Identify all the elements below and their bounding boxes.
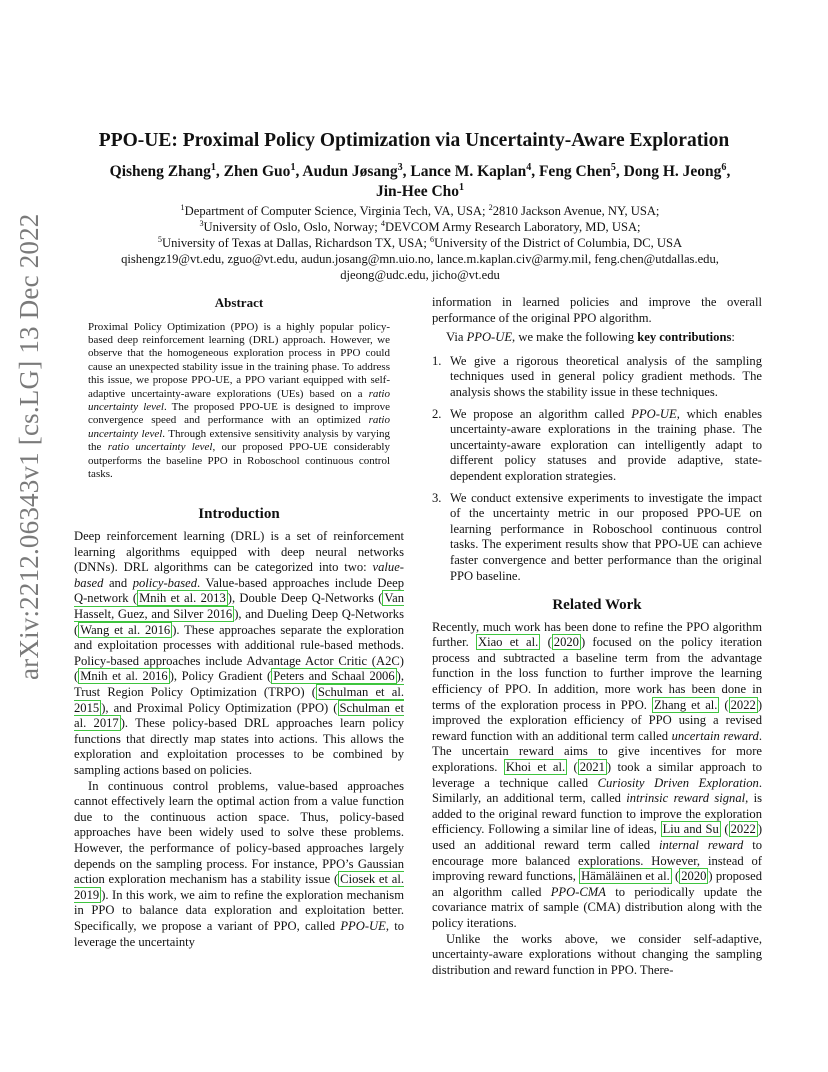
citation-link[interactable]: Ciosek et al. 2019	[74, 872, 405, 902]
citation-link[interactable]: 2021	[579, 760, 605, 775]
abstract-text: Proximal Policy Optimization (PPO) is a highly popular policy-based deep reinforcement learning (DRL) approach. However, we observe that the homogeneous exploration process in PPO could cause an unexpected stability issue in the training phase. To address this issue, we propose PPO-UE, a PPO variant equipped with self-adaptive uncertainty-aware explorations (UEs) based on a ratio uncertainty level. The proposed PPO-UE is designed to improve convergence speed and performance with an optimized ratio uncertainty level. Through extensive sensitivity analysis by varying the ratio uncertainty level, our proposed PPO-UE considerably outperforms the baseline PPO in Roboschool continuous control tasks.	[88, 320, 390, 481]
related-work-heading: Related Work	[552, 597, 642, 614]
email-line: qishengz19@vt.edu, zguo@vt.edu, audun.josang@mn.uio.no, lance.m.kaplan.civ@army.mil, feng.chen@utdallas.edu,	[121, 252, 719, 266]
citation-link[interactable]: Peters and Schaal 2006	[273, 669, 395, 684]
author: Zhen Guo	[223, 163, 291, 180]
author: Jin-Hee Cho	[375, 183, 460, 200]
citation-link[interactable]: Van Hasselt, Guez, and Silver 2016	[74, 591, 405, 622]
intro-paragraph-2: In continuous control problems, value-based approaches cannot effectively learn the optimal action from a value function due to the continuous action space. Thus, policy-based approaches have been widely used to solve these problems. However, the performance of policy-based approaches largely depends on the sampling process. For instance, PPO’s Gaussian action exploration mechanism has a stability issue ( Ciosek et al. 2019 ). In this work, we aim to refine the exploration mechanism in PPO to balance data exploration and exploitation better. Specifically, we propose a variant of PPO, called PPO-UE, to leverage the uncertainty	[74, 778, 405, 949]
citation-link[interactable]: Schulman et al. 2017	[74, 700, 405, 731]
citation-link[interactable]: Mnih et al. 2016	[80, 669, 168, 684]
intro-continuation: information in learned policies and improve the overall performance of the original PPO algorithm.	[432, 295, 762, 325]
citation-link[interactable]: 2020	[553, 635, 579, 650]
author-affil-mark: 5	[610, 161, 616, 173]
citation-link[interactable]: 2020	[681, 869, 707, 884]
author: Feng Chen	[538, 163, 611, 180]
citation-link[interactable]: Liu and Su	[662, 822, 719, 837]
author: Dong H. Jeong	[623, 163, 722, 180]
left-column	[74, 295, 404, 950]
affiliation-line: $^3$University of Oslo, Oslo, Norway; $^4$DEVCOM Army Research Laboratory, MD, USA;	[199, 218, 641, 234]
abstract-heading: Abstract	[214, 295, 264, 310]
related-paragraph-2: Unlike the works above, we consider self-adaptive, uncertainty-aware explorations without changing the sampling distribution and reward function in PPO. There-	[432, 931, 762, 977]
related-paragraph-1: Recently, much work has been done to refine the PPO algorithm further. Xiao et al. ( 2020 ) focused on the policy iteration process and subtracted a baseline term from the advantage function in the loss function to further improve the learning efficiency of PPO. In addition, more work has been done in terms of the exploration process in PPO. Zhang et al. ( 2022 ) improved the exploration efficiency of PPO using a revised reward function with an additional term called uncertain reward. The uncertain reward aims to give incentives for more explorations. Khoi et al. ( 2021 ) took a similar approach to leverage a technique called Curiosity Driven Exploration. Similarly, an additional term, called intrinsic reward signal, is added to the original reward function to improve the exploration efficiency. Following a similar line of ideas, Liu and Su ( 2022 ) used an additional reward term called internal reward to encourage more balanced explorations. However, instead of improving reward functions, Hämäläinen et al. ( 2020 ) proposed an algorithm called PPO-CMA to periodically update the covariance matrix of sample (CMA) distribution along with the policy iterations.	[432, 619, 763, 930]
citation-link[interactable]: Khoi et al.	[505, 760, 566, 775]
paper-title: PPO-UE: Proximal Policy Optimization via Uncertainty-Aware Exploration	[98, 130, 730, 151]
author-affil-mark: 1	[210, 161, 216, 173]
author-affil-mark: 1	[290, 161, 296, 173]
contributions-list	[432, 354, 762, 584]
affiliation-line: $^5$University of Texas at Dallas, Richardson TX, USA; $^6$University of the District of Columbia, DC, USA	[157, 234, 683, 250]
author: Lance M. Kaplan	[410, 163, 527, 180]
author-affil-mark: 6	[721, 161, 727, 173]
email-line: djeong@udc.edu, jicho@vt.edu	[340, 268, 500, 282]
citation-link[interactable]: 2022	[730, 822, 756, 837]
author: Qisheng Zhang	[109, 163, 211, 180]
author-list: Qisheng Zhang$^1$, Zhen Guo$^1$, Audun Jøsang$^3$, Lance M. Kaplan$^4$, Feng Chen$^5$, Dong H. Jeong$^6$, Jin-Hee Cho$^1$	[109, 161, 731, 200]
intro-paragraph-1: Deep reinforcement learning (DRL) is a set of reinforcement learning algorithms equipped with deep neural networks (DNNs). DRL algorithms can be categorized into two: value-based and policy-based. Value-based approaches include Deep Q-network ( Mnih et al. 2013 ), Double Deep Q-Networks ( Van Hasselt, Guez, and Silver 2016 ), and Dueling Deep Q-Networks ( Wang et al. 2016 ). These approaches separate the exploration and exploitation processes with additional rule-based methods. Policy-based approaches include Advantage Actor Critic (A2C) ( Mnih et al. 2016 ), Policy Gradient ( Peters and Schaal 2006 ), Trust Region Policy Optimization (TRPO) ( Schulman et al. 2015 ), and Proximal Policy Optimization (PPO) ( Schulman et al. 2017 ). These policy-based DRL approaches learn policy functions that directly map states into actions. This allows the exploration and exploitation processes to be combined by sampling actions based on policies.	[74, 529, 405, 777]
author-affil-mark: 3	[397, 161, 403, 173]
introduction-heading: Introduction	[198, 506, 280, 523]
affiliations	[70, 203, 770, 283]
author-affil-mark: 1	[459, 181, 465, 193]
citation-link[interactable]: Xiao et al.	[477, 635, 539, 650]
citation-link[interactable]: 2022	[730, 697, 756, 712]
contribution-item: 1. We give a rigorous theoretical analysis of the sampling techniques used in general policy gradient methods. The analysis shows the stability issue in these techniques.	[432, 353, 762, 399]
contributions-intro: Via PPO-UE, we make the following key contributions:	[446, 330, 735, 345]
author-affil-mark: 4	[526, 161, 532, 173]
contribution-item: 2. We propose an algorithm called PPO-UE, which enables uncertainty-aware explorations in the training phase. The uncertainty-aware exploration can intelligently adapt to different policy statuses and provide adaptive, state-dependent exploration strategies.	[432, 406, 762, 483]
contribution-item: 3. We conduct extensive experiments to investigate the impact of the uncertainty metric in our proposed PPO-UE on learning performance in Roboschool continuous control tasks. The experiment results show that PPO-UE can achieve faster convergence and better performance than the original PPO baseline.	[432, 490, 762, 583]
citation-link[interactable]: Wang et al. 2016	[80, 622, 171, 637]
author: Audun Jøsang	[302, 163, 398, 180]
citation-link[interactable]: Zhang et al.	[653, 697, 718, 712]
affiliation-line: $^1$Department of Computer Science, Virginia Tech, VA, USA; $^2$2810 Jackson Avenue, NY, USA;	[180, 202, 660, 218]
citation-link[interactable]: Hämäläinen et al.	[581, 869, 670, 884]
citation-link[interactable]: Mnih et al. 2013	[139, 591, 226, 606]
right-column	[432, 295, 762, 978]
citation-link[interactable]: Schulman et al. 2015	[74, 685, 404, 715]
arxiv-stamp: arXiv:2212.06343v1 [cs.LG] 13 Dec 2022	[14, 213, 44, 680]
